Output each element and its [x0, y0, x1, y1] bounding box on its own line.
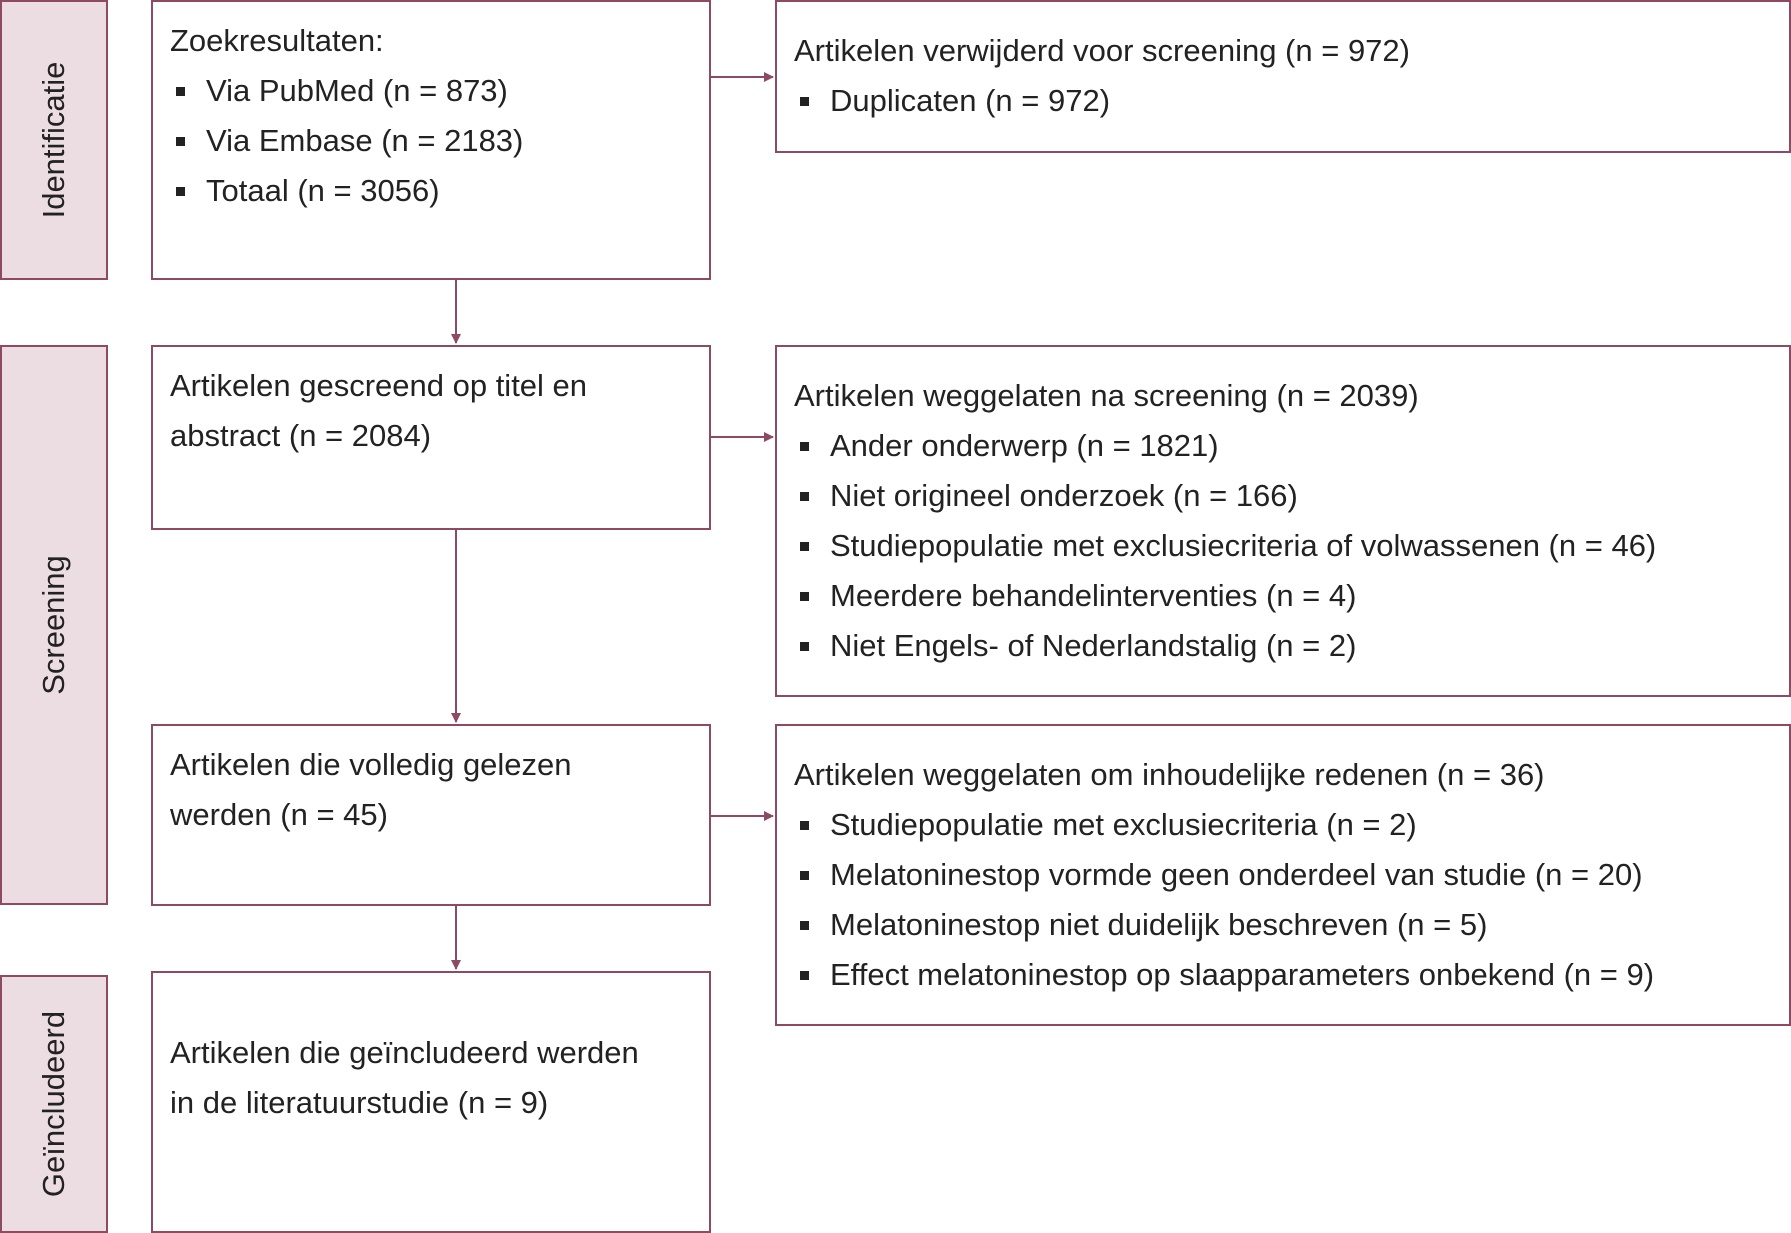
search-results-title: Zoekresultaten: [170, 23, 384, 58]
screened-line-2: abstract (n = 2084) [170, 418, 432, 453]
stage-screening [0, 345, 108, 905]
removed-title: Artikelen verwijderd voor screening (n = 972) [794, 33, 1410, 68]
stage-geincludeerd [0, 975, 108, 1233]
excluded-content-title: Artikelen weggelaten om inhoudelijke redenen (n = 36) [794, 757, 1545, 792]
excluded-content-item: Melatoninestop vormde geen onderdeel van studie (n = 20) [794, 850, 1777, 900]
excluded-after-screening-box [775, 345, 1791, 697]
excluded-screening-title: Artikelen weggelaten na screening (n = 2039) [794, 378, 1419, 413]
included-line-1: Artikelen die geïncludeerd werden [170, 1035, 639, 1070]
included-line-2: in de literatuurstudie (n = 9) [170, 1085, 549, 1120]
excluded-content-item: Melatoninestop niet duidelijk beschreven (n = 5) [794, 900, 1777, 950]
fulltext-line-2: werden (n = 45) [170, 797, 388, 832]
stage-identificatie [0, 0, 108, 280]
search-item-total: Totaal (n = 3056) [170, 166, 697, 216]
screened-line-1: Artikelen gescreend op titel en [170, 368, 588, 403]
search-item-embase: Via Embase (n = 2183) [170, 116, 697, 166]
screened-box [151, 345, 711, 530]
excluded-screening-item: Studiepopulatie met exclusiecriteria of volwassenen (n = 46) [794, 521, 1777, 571]
excluded-screening-item: Niet Engels- of Nederlandstalig (n = 2) [794, 621, 1777, 671]
included-box [151, 971, 711, 1233]
search-item-pubmed: Via PubMed (n = 873) [170, 66, 697, 116]
excluded-content-item: Effect melatoninestop op slaapparameters onbekend (n = 9) [794, 950, 1777, 1000]
stage-geincludeerd-label: Geïncludeerd [36, 1010, 71, 1198]
stage-screening-label: Screening [36, 555, 71, 695]
fulltext-line-1: Artikelen die volledig gelezen [170, 747, 572, 782]
removed-before-screening-box [775, 0, 1791, 153]
search-results-box [151, 0, 711, 280]
excluded-screening-item: Niet origineel onderzoek (n = 166) [794, 471, 1777, 521]
excluded-content-item: Studiepopulatie met exclusiecriteria (n = 2) [794, 800, 1777, 850]
fulltext-box [151, 724, 711, 906]
removed-item-duplicates: Duplicaten (n = 972) [794, 76, 1777, 126]
stage-identificatie-label: Identificatie [36, 61, 71, 219]
excluded-content-box [775, 724, 1791, 1026]
excluded-screening-item: Ander onderwerp (n = 1821) [794, 421, 1777, 471]
excluded-screening-item: Meerdere behandelinterventies (n = 4) [794, 571, 1777, 621]
